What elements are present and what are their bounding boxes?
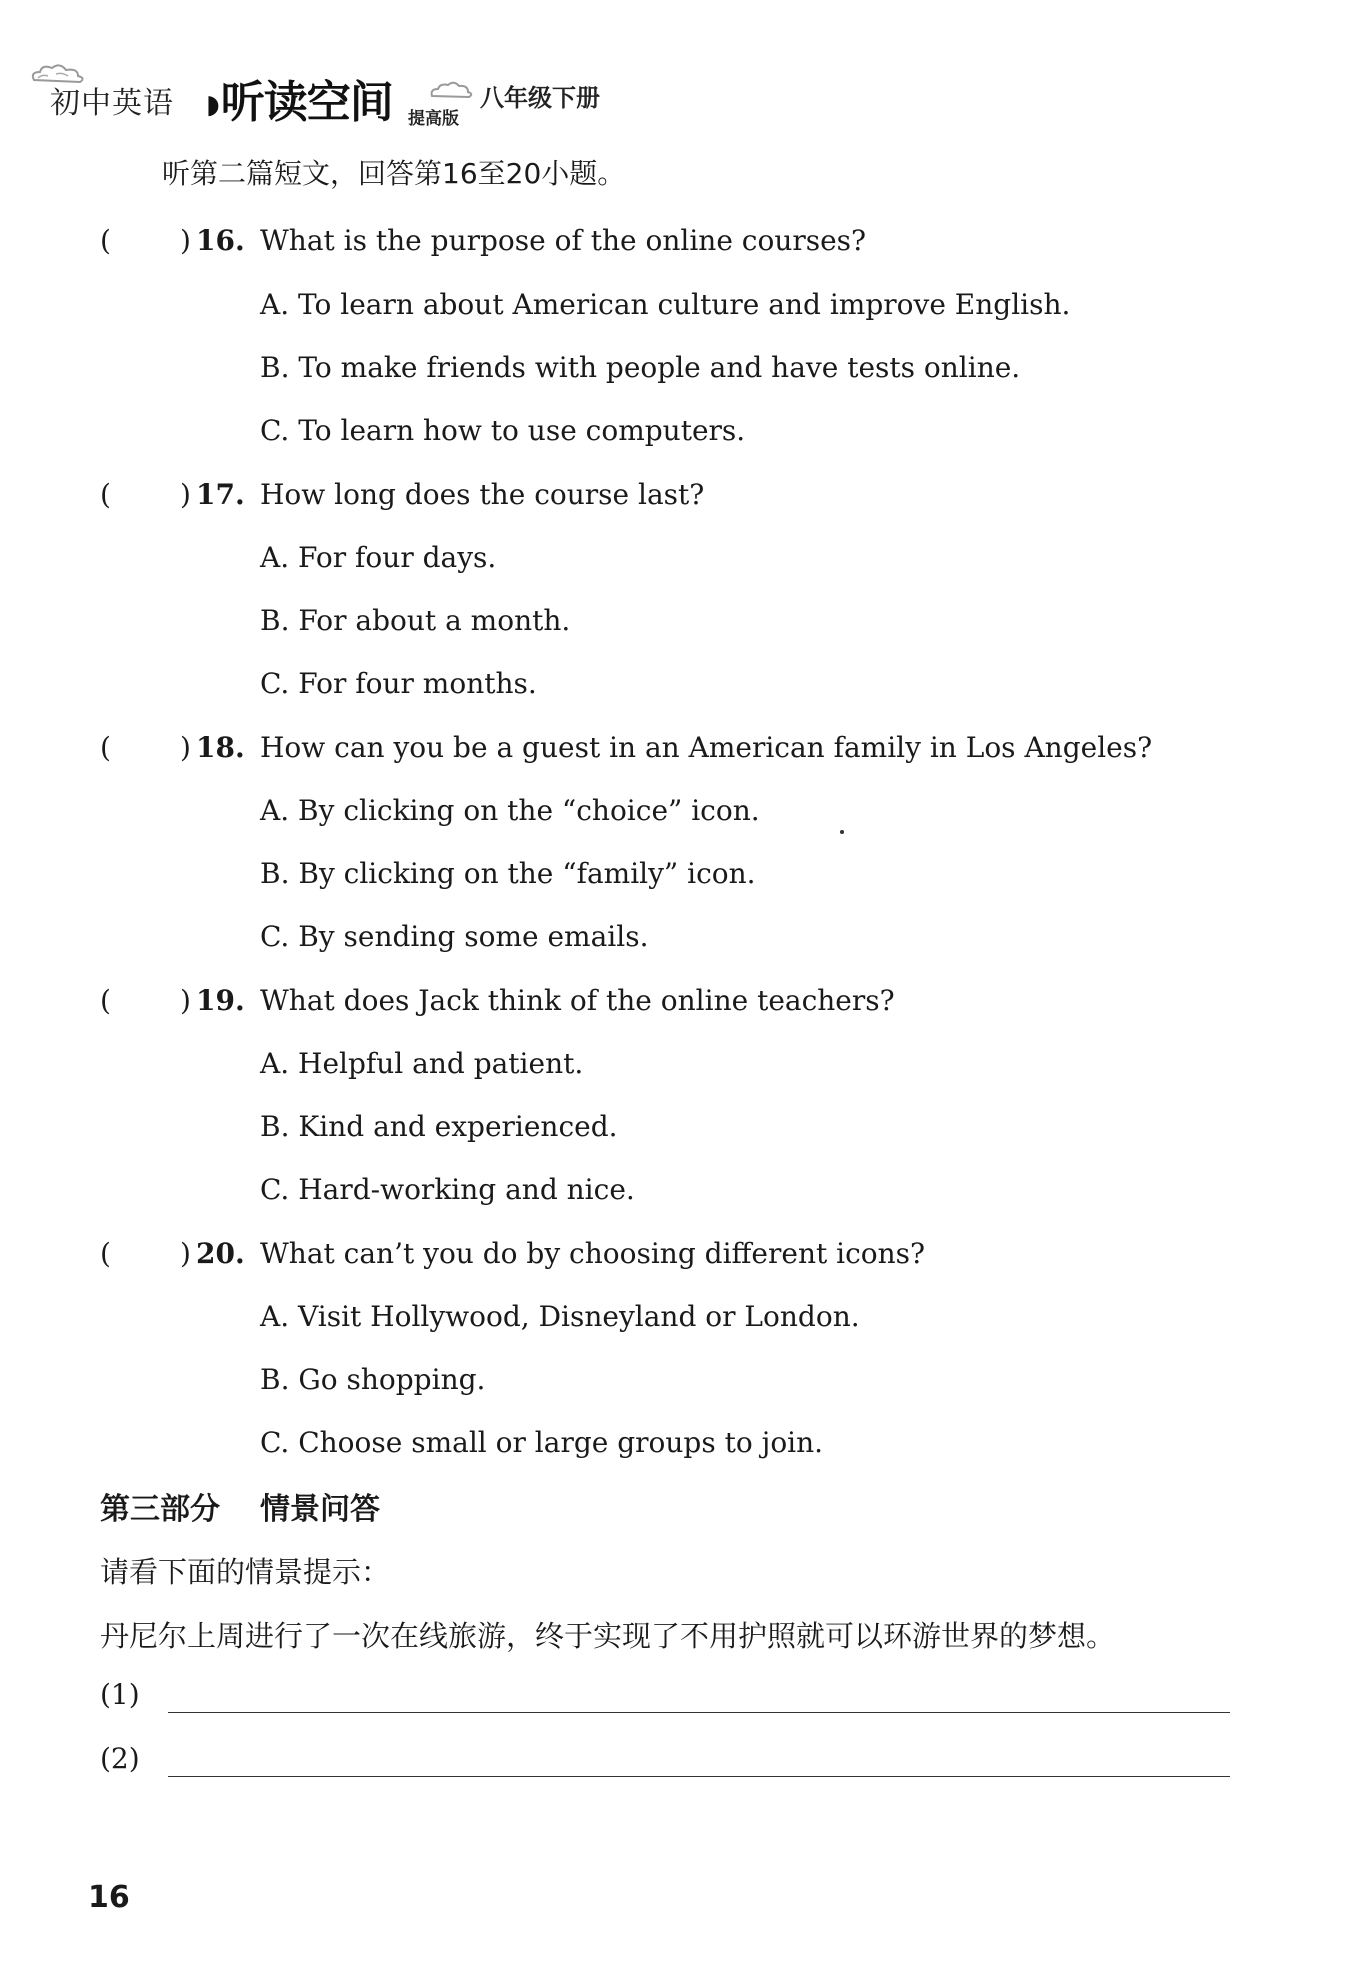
option-a: A. To learn about American culture and improve English. (260, 288, 1071, 321)
option-b: B. Kind and experienced. (260, 1110, 618, 1143)
answer-blank[interactable] (168, 1712, 1230, 1713)
option-b: B. For about a month. (260, 604, 571, 637)
grade-label: 八年级下册 (480, 84, 600, 112)
cloud-ornament-icon (428, 80, 474, 100)
answer-bracket-open: ( (100, 984, 111, 1017)
section-name: 情景问答 (260, 1492, 380, 1527)
listening-instruction: 听第二篇短文，回答第16至20小题。 (162, 157, 626, 190)
question-number: 18. (196, 731, 245, 764)
option-c: C. For four months. (260, 667, 537, 700)
answer-bracket-open: ( (100, 224, 111, 257)
question-number: 17. (196, 478, 245, 511)
answer-label: (1) (100, 1678, 140, 1711)
question-text: What can’t you do by choosing different icons? (260, 1237, 926, 1270)
question-number: 19. (196, 984, 245, 1017)
answer-bracket-close: ) (180, 1237, 191, 1270)
question-17 (100, 478, 1200, 518)
option-c: C. Choose small or large groups to join. (260, 1426, 824, 1459)
brand-text: 听读空间 (220, 77, 393, 128)
answer-bracket-close: ) (180, 731, 191, 764)
series-title: 初中英语 (50, 86, 174, 121)
question-number: 20. (196, 1237, 245, 1270)
answer-line-2 (100, 1742, 1230, 1782)
option-c: C. By sending some emails. (260, 920, 649, 953)
sound-wave-icon: ◗ (206, 90, 219, 120)
answer-line-1 (100, 1678, 1230, 1718)
answer-blank[interactable] (168, 1776, 1230, 1777)
brand-title (206, 66, 393, 130)
question-number: 16. (196, 224, 245, 257)
question-text: How can you be a guest in an American family in Los Angeles? (260, 731, 1153, 764)
question-text: How long does the course last? (260, 478, 705, 511)
option-a: A. Visit Hollywood, Disneyland or London. (260, 1300, 860, 1333)
answer-bracket-close: ) (180, 984, 191, 1017)
question-16 (100, 224, 1200, 264)
option-b: B. By clicking on the “family” icon. (260, 857, 756, 890)
option-b: B. Go shopping. (260, 1363, 486, 1396)
question-text: What is the purpose of the online courses? (260, 224, 867, 257)
page-header (28, 60, 728, 130)
option-b: B. To make friends with people and have tests online. (260, 351, 1021, 384)
answer-bracket-close: ) (180, 478, 191, 511)
option-c: C. Hard-working and nice. (260, 1173, 635, 1206)
section-heading (100, 1484, 380, 1528)
scenario-text: 丹尼尔上周进行了一次在线旅游，终于实现了不用护照就可以环游世界的梦想。 (100, 1619, 1116, 1653)
answer-label: (2) (100, 1742, 140, 1775)
option-a: A. By clicking on the “choice” icon. (260, 794, 760, 827)
option-c: C. To learn how to use computers. (260, 414, 746, 447)
answer-bracket-open: ( (100, 1237, 111, 1270)
edition-label: 提高版 (408, 109, 459, 129)
answer-bracket-close: ) (180, 224, 191, 257)
question-20 (100, 1237, 1200, 1277)
option-a: A. Helpful and patient. (260, 1047, 584, 1080)
question-18 (100, 731, 1200, 771)
answer-bracket-open: ( (100, 478, 111, 511)
section-part: 第三部分 (100, 1492, 220, 1527)
question-text: What does Jack think of the online teachers? (260, 984, 895, 1017)
page-number: 16 (88, 1880, 130, 1915)
question-19 (100, 984, 1200, 1024)
option-a: A. For four days. (260, 541, 497, 574)
answer-bracket-open: ( (100, 731, 111, 764)
print-speck (840, 830, 844, 834)
scenario-prompt-label: 请看下面的情景提示： (100, 1555, 391, 1589)
